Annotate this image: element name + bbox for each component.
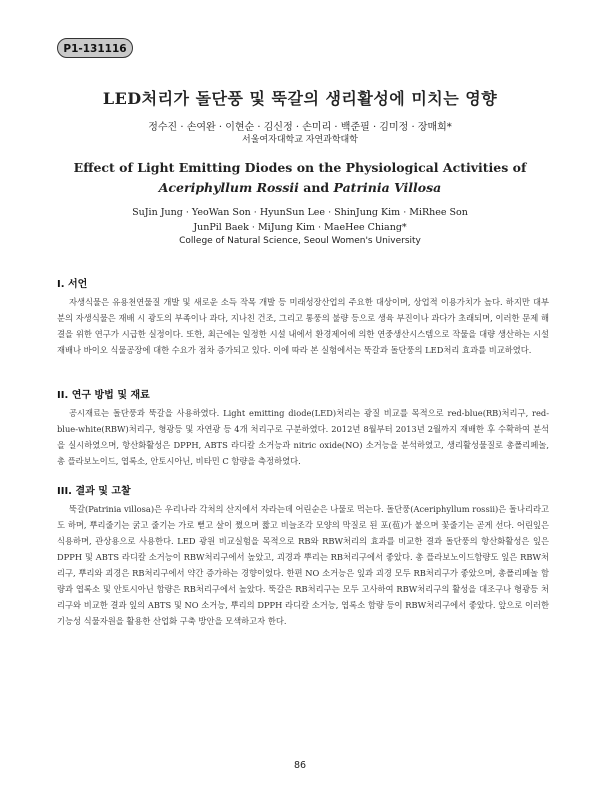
page-number: 86	[293, 760, 307, 771]
paper-id-badge: P1-131116	[57, 38, 133, 58]
title-and: and	[298, 180, 334, 195]
methods-paragraph: 공시재료는 돌단풍과 뚝갈을 사용하였다. Light emitting diode(LED)처리는 광질 비교를 목적으로 red-blue(RB)처리구, red-blue-white(RBW)처리구, 형광등 및 자연광 등 4개 처리구로 구분하였다. 2012년 8월부터 2013년 2월까지 재배한 후 수확하여 분석을 실시하였으며, 항산화활성은 DPPH, ABTS 라디칼 소거능과 nitric oxide(NO) 소거능을 분석하였고, 생리활성물질로 총폴리페놀, 총 플라보노이드, 엽록소, 안토시아닌, 비타민 C 함량을 측정하였다.	[57, 408, 549, 466]
english-affiliation: College of Natural Science, Seoul Women's University	[179, 236, 421, 246]
korean-authors: 정수진 · 손여완 · 이현순 · 김신정 · 손미리 · 백준필 · 김미정 · 장매희*	[148, 122, 452, 133]
species-aceriphyllum: Aceriphyllum Rossii	[158, 180, 299, 195]
english-authors-line2: JunPil Baek · MiJung Kim · MaeHee Chiang*	[193, 222, 407, 233]
results-paragraph: 뚝갈(Patrinia villosa)은 우리나라 각처의 산지에서 자라는데 어린순은 나물로 먹는다. 돌단풍(Aceriphyllum rossii)은 돌나리라고도 하며, 뿌리줄기는 굵고 줄기는 가로 뻗고 살이 쪘으며 짧고 비늘조각 모양의 막질로 된 포(苞)가 붙으며 꽃줄기는 곧게 선다. 어린잎은 식용하며, 관상용으로 사용한다. LED 광원 비교실험을 목적으로 RB와 RBW처리의 효과를 비교한 결과 돌단풍의 항산화활성은 잎은 DPPH 및 ABTS 라디칼 소거능이 RBW처리구에서 높았고, 괴경과 뿌리는 RB처리구에서 좋았다. 총 플라보노이드함량도 잎은 RBW처리구, 뿌리와 괴경은 RB처리구에서 약간 증가하는 경향이었다. 한편 NO 소거능은 잎과 괴경 모두 RB처리구가 좋았으며, 총폴리페놀 함량과 엽록소 및 안토시아닌 함량은 RB처리구에서 높았다. 뚝갈은 RB처리구는 모두 고사하여 RBW처리구의 활성을 대조구나 형광등 처리구와 비교한 결과 잎의 ABTS 및 NO 소거능, 뿌리의 DPPH 라디칼 소거능, 엽록소 함량 등이 RBW처리구에서 좋았다. 앞으로 이러한 기능성 식물자원을 활용한 산업화 구축 방안을 모색하고자 한다.	[57, 504, 549, 626]
english-authors	[0, 205, 600, 235]
species-patrinia: Patrinia Villosa	[333, 180, 442, 195]
intro-heading: I. 서언	[57, 279, 88, 290]
english-authors-line1: SuJin Jung · YeoWan Son · HyunSun Lee · ShinJung Kim · MiRhee Son	[132, 207, 468, 218]
korean-affiliation: 서울여자대학교 자연과학대학	[242, 135, 358, 145]
methods-heading: II. 연구 방법 및 재료	[57, 390, 150, 401]
intro-paragraph: 자생식물은 유용천연물질 개발 및 새로운 소득 작목 개발 등 미래성장산업의 주요한 대상이며, 상업적 이용가치가 높다. 하지만 대부분의 자생식물은 재배 시 광도의 부족이나 과다, 지나친 건조, 그리고 통풍의 불량 등으로 생육 부진이나 과다가 초래되며, 이러한 문제 해결을 위한 연구가 시급한 실정이다. 또한, 최근에는 일정한 시설 내에서 환경제어에 의한 연중생산시스템으로 작물을 대량 생산하는 시설재배나 바이오 식물공장에 대한 수요가 점차 증가되고 있다. 이에 따라 본 실험에서는 뚝갈과 돌단풍의 LED처리 효과를 비교하였다.	[57, 297, 549, 355]
results-heading: III. 결과 및 고찰	[57, 486, 131, 497]
english-title-line1: Effect of Light Emitting Diodes on the Physiological Activities of	[73, 160, 527, 175]
korean-title: LED처리가 돌단풍 및 뚝갈의 생리활성에 미치는 영향	[102, 89, 498, 108]
english-title-line2	[0, 180, 600, 195]
